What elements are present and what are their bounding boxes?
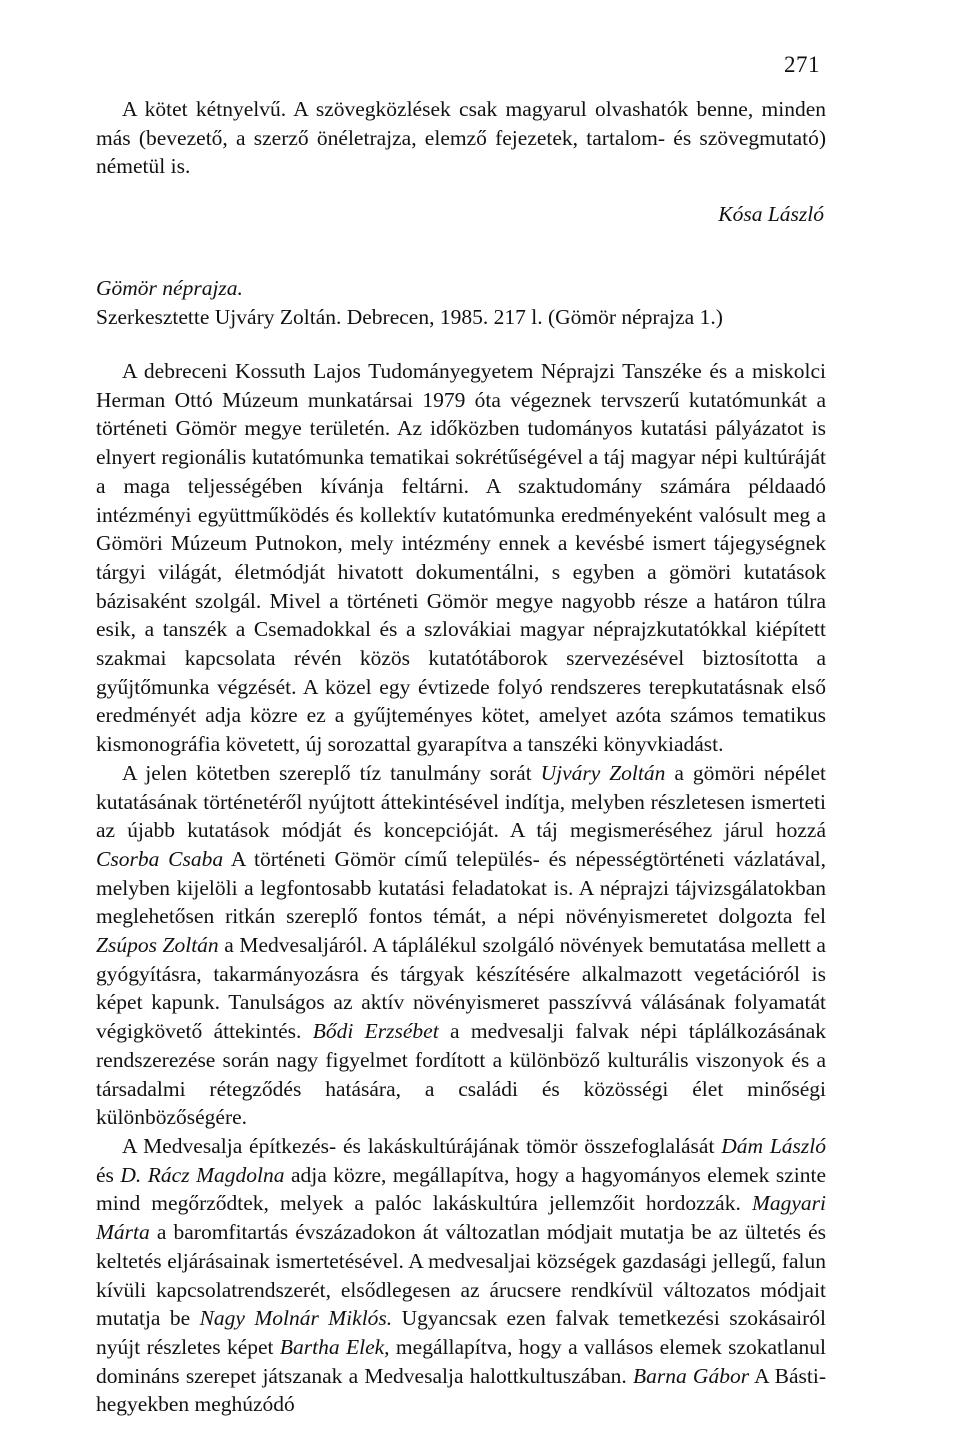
text-run: a baromfitartás évszázadokon át változatlan módjait mutatja be az ültetés és keltetés eljárásainak ismertetésével. A medvesaljai községek gazdasági jellegű, falun kívüli kapcsolatrendszerét, elsődlegesen az árucsere rendkívül változatos módjait mutatja be bbox=[96, 1220, 826, 1331]
text-run: A történeti Gömör című település- és népességtörténeti vázlatával, melyben kijelöli a legfontosabb kutatási feladatokat is. A néprajzi tájvizsgálatokban meglehetősen ritkán szereplő fontos témát, a népi növényismeretet dolgozta fel bbox=[96, 846, 826, 929]
text-run: A debreceni Kossuth Lajos Tudományegyetem Néprajzi Tanszéke és a miskolci Herman Ottó Múzeum munkatársai 1979 óta végeznek tervszerű kutatómunkát a történeti Gömör megye területén. Az időközben tudományos kutatási pályázatot is elnyert regionális kutatómunka tematikai sokrétűségével a táj magyar népi kultúráját a maga teljességében kívánja feltárni. A szaktudomány számára példaadó intézményi együttműködés és kollektív kutatómunka eredményeként valósult meg a Gömöri Múzeum Putnokon, mely intézmény ennek a kevésbé ismert tájegységnek tárgyi világát, életmódját hivatott dokumentálni, s egyben a gömöri kutatások bázisaként szolgál. Mivel a történeti Gömör megye nagyobb része a határon túlra esik, a tanszék a Csemadokkal és a szlovákiai magyar néprajzkutatókkal kiépített szakmai kapcsolata révén közös kutatótáborok szervezésével biztosította a gyűjtőmunka végzését. A közel egy évtizede folyó rendszeres terepkutatásnak első eredményét adja közre ez a gyűjteményes kötet, amelyet azóta számos tematikus kismonográfia követett, új sorozattal gyarapítva a tanszéki könyvkiadást. bbox=[96, 359, 826, 757]
italic-name: Dám László bbox=[721, 1133, 827, 1158]
italic-name: D. Rácz Magdolna bbox=[120, 1162, 285, 1187]
review-author-signature: Kósa László bbox=[718, 202, 824, 226]
review-body bbox=[96, 357, 826, 1419]
italic-name: Zsúpos Zoltán bbox=[96, 933, 219, 958]
text-run: a Medvesaljáról. A táplálékul szolgáló növények bemutatása mellett a gyógyításra, takarmányozásra és tárgyak készítésére alkalmazott vegetációról is képet kapunk. Tanulságos az aktív növényismeret passzívvá válásának folyamatát végigkövető áttekintés. bbox=[96, 933, 826, 1044]
italic-name: Ujváry Zoltán bbox=[540, 760, 666, 785]
text-run: a medvesalji falvak népi táplálkozásának rendszerezése során nagy figyelmet fordított a különböző kulturális viszonyok és a társadalmi rétegződés hatására, a családi és közösségi élet minőségi különbözőségére. bbox=[96, 1019, 827, 1130]
italic-name: Magyari Márta bbox=[96, 1191, 826, 1245]
text-run: a gömöri népélet kutatásának történetéről nyújtott áttekintésével indítja, melyben részletesen ismerteti az újabb kutatások módját és koncepcióját. A táj megismeréséhez járul hozzá bbox=[96, 760, 826, 843]
intro-text: A kötet kétnyelvű. A szövegközlések csak magyarul olvashatók benne, minden más (bevezető, a szerző önéletrajza, elemző fejezetek, tartalom- és szövegmutató) németül is. bbox=[96, 97, 826, 179]
text-run: megállapítva, hogy a vallásos elemek szokatlanul domináns szerepet játszanak a Medvesalja halottkultuszában. bbox=[96, 1334, 826, 1388]
italic-name: Barna Gábor bbox=[632, 1363, 750, 1388]
review-paragraph bbox=[96, 357, 826, 759]
italic-name: Csorba Csaba bbox=[96, 846, 224, 871]
italic-name: Bartha Elek, bbox=[279, 1334, 390, 1359]
text-run: adja közre, megállapítva, hogy a hagyományos elemek szinte mind megőrződtek, melyek a palóc lakáskultúra jellemzőit hordozzák. bbox=[96, 1162, 826, 1216]
book-title: Gömör néprajza. bbox=[96, 276, 243, 300]
book-metadata: Szerkesztette Ujváry Zoltán. Debrecen, 1985. 217 l. (Gömör néprajza 1.) bbox=[96, 305, 723, 329]
text-run: és bbox=[96, 1162, 121, 1187]
review-paragraph bbox=[96, 1132, 826, 1419]
page-number: 271 bbox=[784, 52, 820, 77]
italic-name: Bődi Erzsébet bbox=[312, 1019, 439, 1044]
text-run: A Básti-hegyekben meghúzódó bbox=[96, 1363, 826, 1417]
text-run: Ugyancsak ezen falvak temetkezési szokásairól nyújt részletes képet bbox=[96, 1306, 826, 1359]
text-run: A jelen kötetben szereplő tíz tanulmány sorát bbox=[122, 760, 541, 785]
review-paragraph bbox=[96, 759, 826, 1132]
text-run: A Medvesalja építkezés- és lakáskultúrájának tömör összefoglalását bbox=[122, 1133, 722, 1158]
intro-paragraph bbox=[96, 95, 826, 181]
italic-name: Nagy Molnár Miklós. bbox=[199, 1306, 393, 1331]
